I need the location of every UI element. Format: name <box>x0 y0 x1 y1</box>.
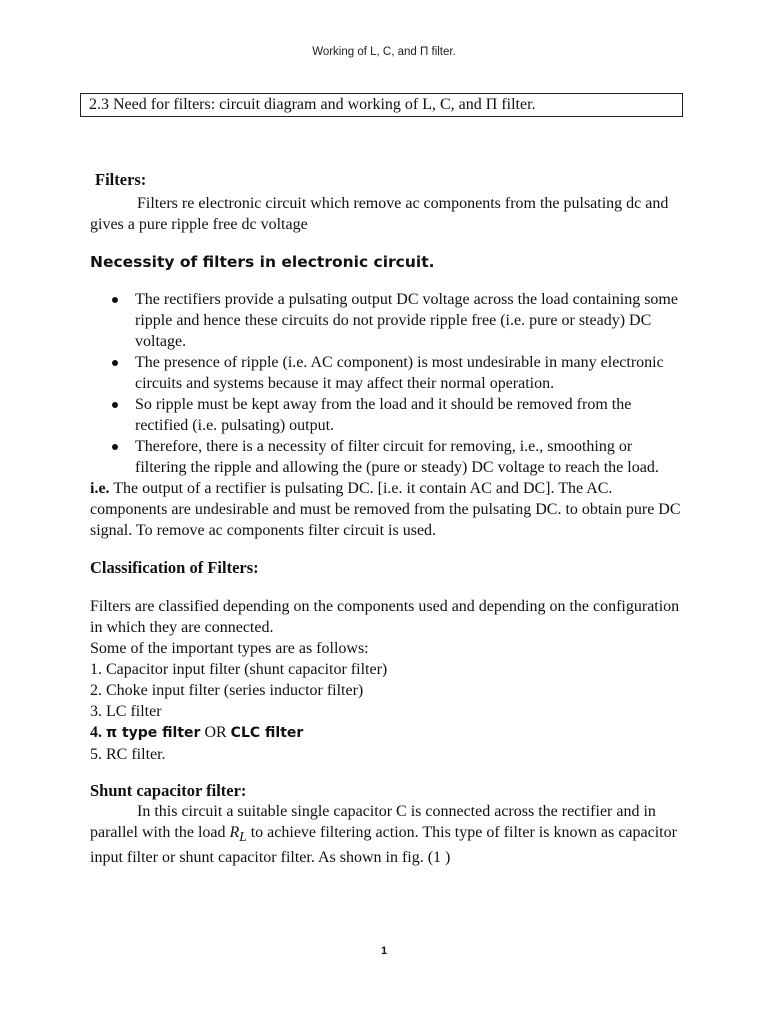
filters-definition: Filters re electronic circuit which remove ac components from the pulsating dc and gives a pure ripple free dc voltage <box>90 195 669 233</box>
necessity-heading: Necessity of filters in electronic circuit. <box>90 253 435 271</box>
running-header: Working of L, C, and Π filter. <box>312 46 456 58</box>
section-title-box: 2.3 Need for filters: circuit diagram and working of L, C, and Π filter. <box>80 93 683 117</box>
ie-paragraph <box>90 478 682 541</box>
ie-label: i.e. <box>90 480 110 497</box>
bullet-item: Therefore, there is a necessity of filter circuit for removing, i.e., smoothing or filtering the ripple and allowing the (pure or steady) DC voltage to reach the load. <box>90 436 682 478</box>
necessity-bullet-list <box>90 289 682 478</box>
shunt-heading: Shunt capacitor filter: <box>90 781 247 800</box>
ie-text: The output of a rectifier is pulsating DC. [i.e. it contain AC and DC]. The AC. components are undesirable and must be removed from the pulsating DC. to obtain pure DC signal. To remove ac components filter circuit is used. <box>90 480 681 539</box>
classification-heading: Classification of Filters: <box>90 558 259 577</box>
bullet-icon <box>112 360 118 366</box>
filters-heading: Filters: <box>95 170 147 189</box>
bullet-icon <box>112 444 118 450</box>
classification-intro: Filters are classified depending on the components used and depending on the configuration in which they are connected. <box>90 598 680 636</box>
filter-type-item: 2. Choke input filter (series inductor filter) <box>90 682 364 699</box>
filter-type-item: 3. LC filter <box>90 703 162 720</box>
classification-lead: Some of the important types are as follows: <box>90 640 369 657</box>
bullet-item: The rectifiers provide a pulsating output DC voltage across the load containing some ripple and hence these circuits do not provide ripple free (i.e. pure or steady) DC voltage. <box>90 289 682 352</box>
bullet-icon <box>112 297 118 303</box>
bullet-item: The presence of ripple (i.e. AC component) is most undesirable in many electronic circuits and systems because it may affect their normal operation. <box>90 352 682 394</box>
load-resistance-symbol: $R_L$ <box>229 824 247 845</box>
bullet-item: So ripple must be kept away from the load and it should be removed from the rectified (i.e. pulsating) output. <box>90 394 682 436</box>
filter-type-item: 5. RC filter. <box>90 746 166 763</box>
bullet-icon <box>112 402 118 408</box>
filter-type-item: 4. π type filter OR CLC filter <box>90 724 304 741</box>
page-number: 1 <box>380 945 388 957</box>
shunt-paragraph: In this circuit a suitable single capacitor C is connected across the rectifier and in parallel with the load $R_L$ to achieve filtering action. This type of filter is known as capacitor input filter or shunt capacitor filter. As shown in fig. (1 ) <box>90 803 677 867</box>
document-body <box>90 169 682 868</box>
filter-type-item: 1. Capacitor input filter (shunt capacitor filter) <box>90 661 388 678</box>
